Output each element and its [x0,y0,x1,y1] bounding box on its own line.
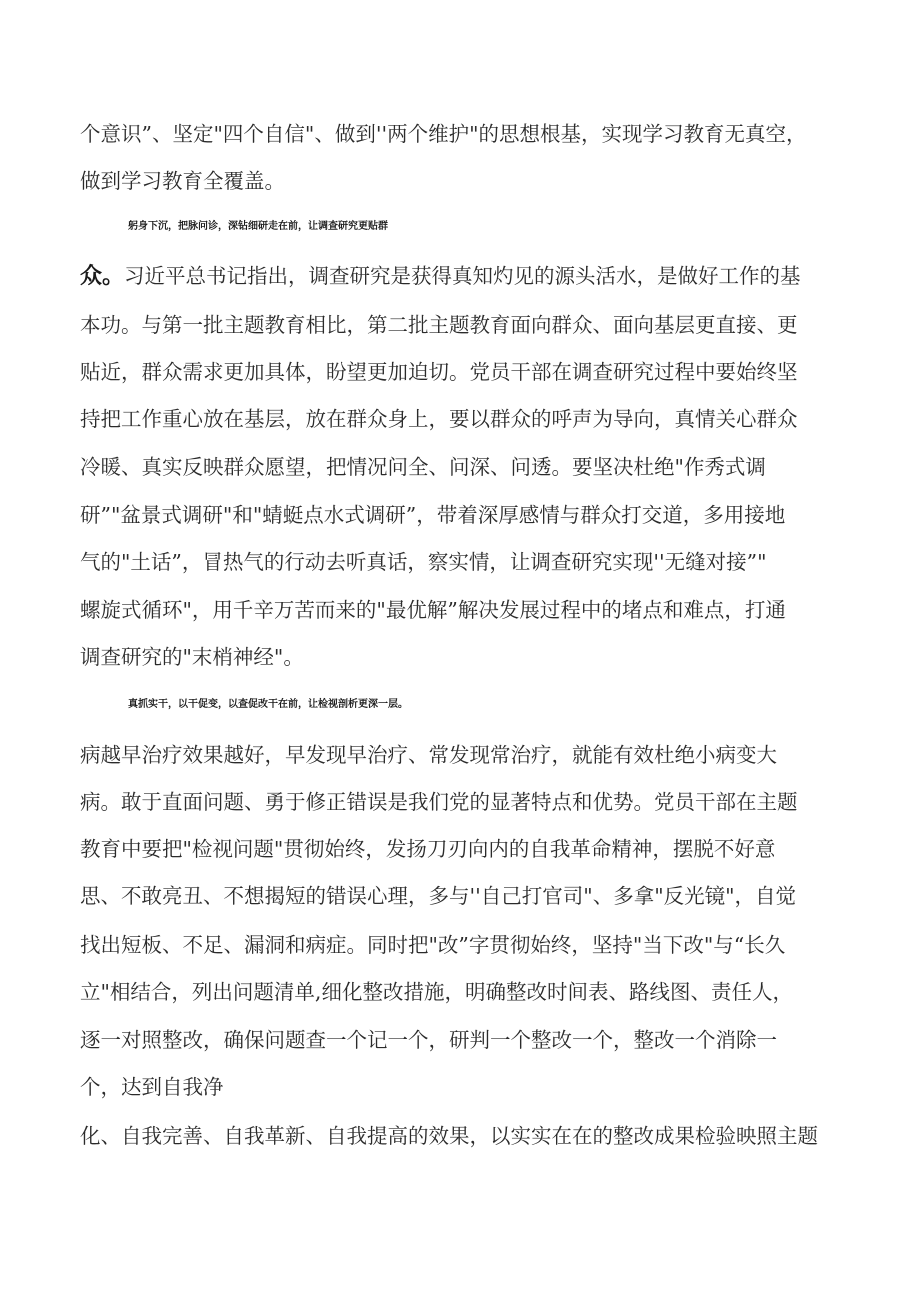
text-line: 做到学习教育全覆盖。 [80,169,285,193]
text-line: 本功。与第一批主题教育相比，第二批主题教育面向群众、面向基层更直接、更 [80,313,798,337]
paragraph-heading: 躬身下沉，把脉问诊，深钻细研走在前，让调查研究更贴群 [128,221,388,232]
text-line: 教育中要把"检视问题"贯彻始终，发扬刀刃向内的自我革命精神，摆脱不好意 [80,837,776,861]
text-line: 逐一对照整改，确保问题查一个记一个，研判一个整改一个，整改一个消除一 [80,1028,777,1052]
text-line: 找出短板、不足、漏洞和病症。同时把"改”字贯彻始终，坚持"当下改"与“长久 [80,933,786,957]
text-line: 化、自我完善、自我革新、自我提高的效果，以实实在在的整改成果检验映照主题 [80,1124,818,1148]
text-line: 冷暖、真实反映群众愿望，把情况问全、问深、问透。要坚决杜绝"作秀式调 [80,455,766,479]
text-line: 贴近，群众需求更加具体，盼望更加迫切。党员干部在调查研究过程中要始终坚 [80,360,798,384]
text-line: 个，达到自我净 [80,1075,224,1099]
text-line: 立"相结合，列出问题清单,细化整改措施，明确整改时间表、路线图、责任人， [80,980,793,1004]
text-line: 持把工作重心放在基层，放在群众身上，要以群众的呼声为导向，真情关心群众 [80,407,798,431]
text-line: 个意识”、坚定"四个自信"、做到''两个维护"的思想根基，实现学习教育无真空， [80,122,807,146]
text-line: 螺旋式循环"，用千辛万苦而来的"最优解”解决发展过程中的堵点和难点，打通 [80,598,786,622]
text-line: 病。敢于直面问题、勇于修正错误是我们党的显著特点和优势。党员干部在主题 [80,790,798,814]
text-line: 众。习近平总书记指出，调查研究是获得真知灼见的源头活水，是做好工作的基 [80,263,801,289]
paragraph-heading: 众。 [80,263,125,289]
text-line: 气的"土话”，冒热气的行动去听真话，察实情，让调查研究实现''无缝对接”" [80,550,767,574]
text-line: 研”"盆景式调研"和"蜻蜓点水式调研”，带着深厚感情与群众打交道，多用接地 [80,503,786,527]
text-line: 思、不敢亮丑、不想揭短的错误心理，多与''自己打官司"、多拿"反光镜"，自觉 [80,884,797,908]
text-line: 调查研究的"末梢神经"。 [80,645,304,669]
text-line: 病越早治疗效果越好，早发现早治疗、常发现常治疗，就能有效杜绝小病变大 [80,743,777,767]
paragraph-heading: 真抓实干，以干促变，以查促改干在前，让检视剖析更深一层。 [128,699,408,710]
